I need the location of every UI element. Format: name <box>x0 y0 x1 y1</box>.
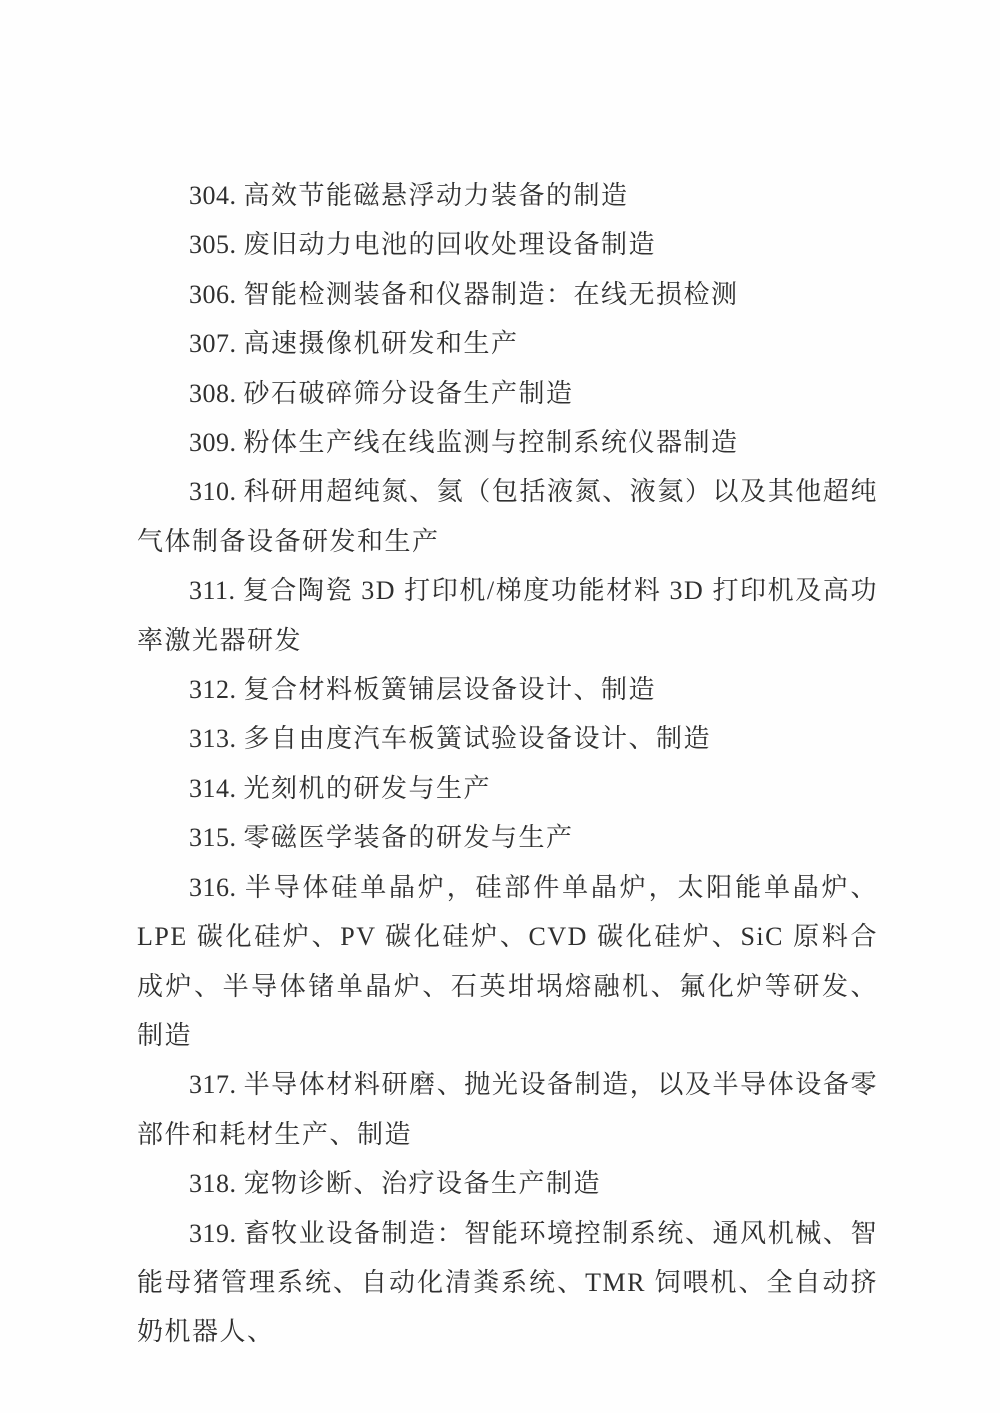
item-text: 宠物诊断、治疗设备生产制造 <box>243 1169 602 1199</box>
document-content <box>137 171 878 1357</box>
list-item <box>137 566 878 665</box>
item-number: 307. <box>189 329 237 359</box>
list-item <box>137 270 878 319</box>
item-text: 砂石破碎筛分设备生产制造 <box>243 378 574 408</box>
item-number: 306. <box>189 279 237 309</box>
item-text: 废旧动力电池的回收处理设备制造 <box>243 230 657 260</box>
item-text: 高效节能磁悬浮动力装备的制造 <box>243 181 629 210</box>
item-number: 313. <box>189 724 237 754</box>
item-number: 309. <box>189 428 237 458</box>
item-text: 多自由度汽车板簧试验设备设计、制造 <box>243 724 712 754</box>
list-item <box>137 369 878 418</box>
list-item <box>137 220 878 269</box>
item-text: 智能检测装备和仪器制造：在线无损检测 <box>243 279 739 309</box>
item-number: 314. <box>189 773 237 803</box>
list-item <box>137 813 878 862</box>
item-number: 312. <box>189 675 237 705</box>
item-number: 311. <box>189 576 236 606</box>
list-item <box>137 319 878 368</box>
list-item <box>137 1060 878 1159</box>
list-item <box>137 863 878 1061</box>
item-number: 305. <box>189 230 237 260</box>
item-number: 308. <box>189 378 237 408</box>
list-item <box>137 1209 878 1357</box>
list-item <box>137 418 878 467</box>
list-item <box>137 467 878 566</box>
item-number: 304. <box>189 181 237 210</box>
list-item <box>137 764 878 813</box>
item-text: 复合陶瓷 3D 打印机/梯度功能材料 3D 打印机及高功率激光器研发 <box>137 576 878 655</box>
list-item <box>137 714 878 763</box>
item-text: 高速摄像机研发和生产 <box>243 329 519 359</box>
item-number: 317. <box>189 1070 237 1100</box>
item-text: 复合材料板簧铺层设备设计、制造 <box>243 675 657 705</box>
item-number: 310. <box>189 477 237 507</box>
list-item <box>137 171 878 220</box>
item-number: 319. <box>189 1218 237 1248</box>
list-item <box>137 665 878 714</box>
item-number: 315. <box>189 823 237 853</box>
item-text: 粉体生产线在线监测与控制系统仪器制造 <box>243 428 739 458</box>
list-item <box>137 1159 878 1208</box>
item-text: 半导体材料研磨、抛光设备制造，以及半导体设备零部件和耗材生产、制造 <box>137 1070 878 1149</box>
item-text: 畜牧业设备制造：智能环境控制系统、通风机械、智能母猪管理系统、自动化清粪系统、TMR 饲喂机、全自动挤奶机器人、 <box>137 1218 878 1347</box>
item-number: 318. <box>189 1169 237 1199</box>
item-text: 零磁医学装备的研发与生产 <box>243 823 574 853</box>
item-number: 316. <box>189 872 237 902</box>
item-text: 半导体硅单晶炉，硅部件单晶炉，太阳能单晶炉、LPE 碳化硅炉、PV 碳化硅炉、CVD 碳化硅炉、SiC 原料合成炉、半导体锗单晶炉、石英坩埚熔融机、氟化炉等研发、制造 <box>137 872 878 1050</box>
item-text: 光刻机的研发与生产 <box>243 773 492 803</box>
item-text: 科研用超纯氮、氦（包括液氮、液氦）以及其他超纯气体制备设备研发和生产 <box>137 477 878 556</box>
